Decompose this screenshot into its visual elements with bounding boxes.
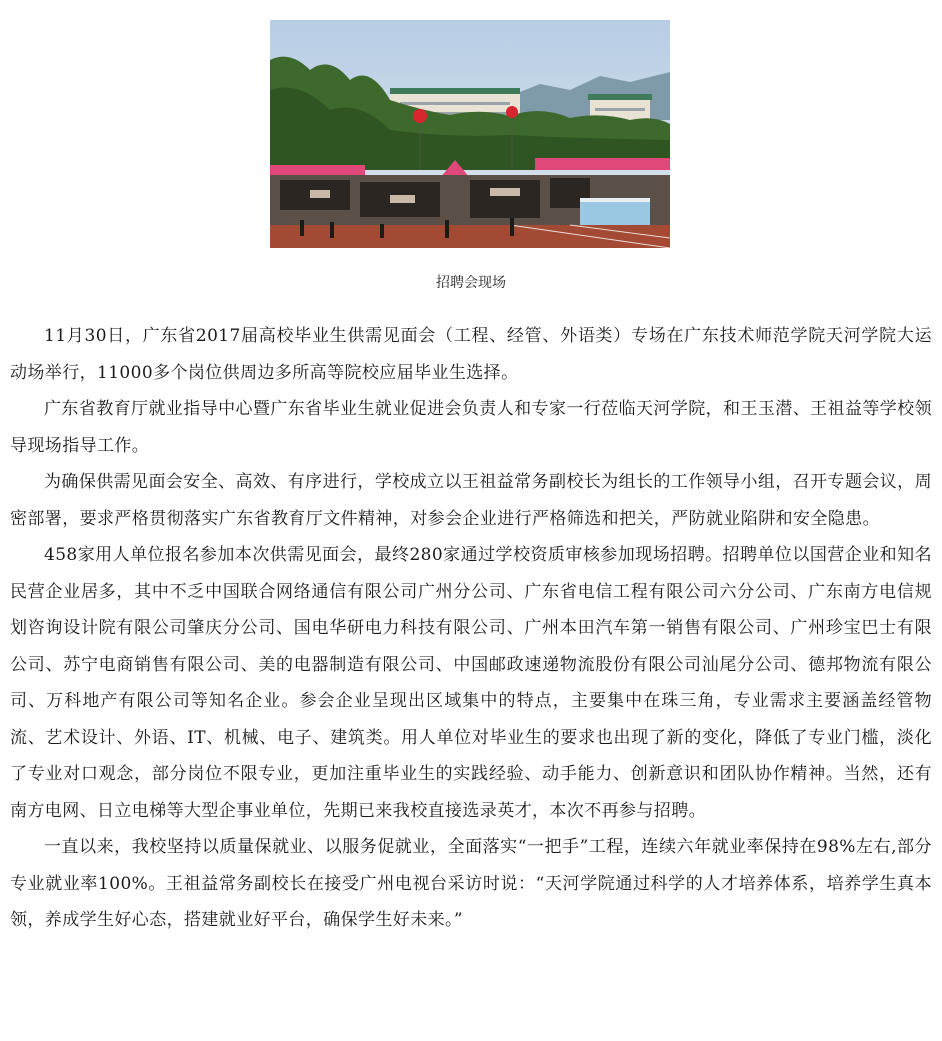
article-paragraph: 广东省教育厅就业指导中心暨广东省毕业生就业促进会负责人和专家一行莅临天河学院，和王玉潜、王祖益等学校领导现场指导工作。 [10, 399, 932, 456]
article-paragraph: 一直以来，我校坚持以质量保就业、以服务促就业，全面落实“一把手”工程，连续六年就业率保持在98%左右,部分专业就业率100%。王祖益常务副校长在接受广州电视台采访时说：“天河学院通过科学的人才培养体系，培养学生真本领，养成学生好心态，搭建就业好平台，确保学生好未来。” [10, 837, 932, 930]
job-fair-photo-icon [270, 20, 670, 248]
article-paragraph: 11月30日，广东省2017届高校毕业生供需见面会（工程、经管、外语类）专场在广东技术师范学院天河学院大运动场举行，11000多个岗位供周边多所高等院校应届毕业生选择。 [10, 326, 932, 383]
article-paragraph: 458家用人单位报名参加本次供需见面会，最终280家通过学校资质审核参加现场招聘。招聘单位以国营企业和知名民营企业居多，其中不乏中国联合网络通信有限公司广州分公司、广东省电信工程有限公司六分公司、广东南方电信规划咨询设计院有限公司肇庆分公司、国电华研电力科技有限公司、广州本田汽车第一销售有限公司、广州珍宝巴士有限公司、苏宁电商销售有限公司、美的电器制造有限公司、中国邮政速递物流股份有限公司汕尾分公司、德邦物流有限公司、万科地产有限公司等知名企业。参会企业呈现出区域集中的特点，主要集中在珠三角，专业需求主要涵盖经管物流、艺术设计、外语、IT、机械、电子、建筑类。用人单位对毕业生的要求也出现了新的变化，降低了专业门槛，淡化了专业对口观念，部分岗位不限专业，更加注重毕业生的实践经验、动手能力、创新意识和团队协作精神。当然，还有南方电网、日立电梯等大型企事业单位，先期已来我校直接选录英才，本次不再参与招聘。 [10, 545, 932, 821]
article-body [10, 318, 932, 939]
job-fair-photo [270, 20, 670, 248]
photo-caption: 招聘会现场 [436, 275, 506, 291]
article-paragraph: 为确保供需见面会安全、高效、有序进行，学校成立以王祖益常务副校长为组长的工作领导小组，召开专题会议，周密部署，要求严格贯彻落实广东省教育厅文件精神，对参会企业进行严格筛选和把关，严防就业陷阱和安全隐患。 [10, 472, 932, 529]
